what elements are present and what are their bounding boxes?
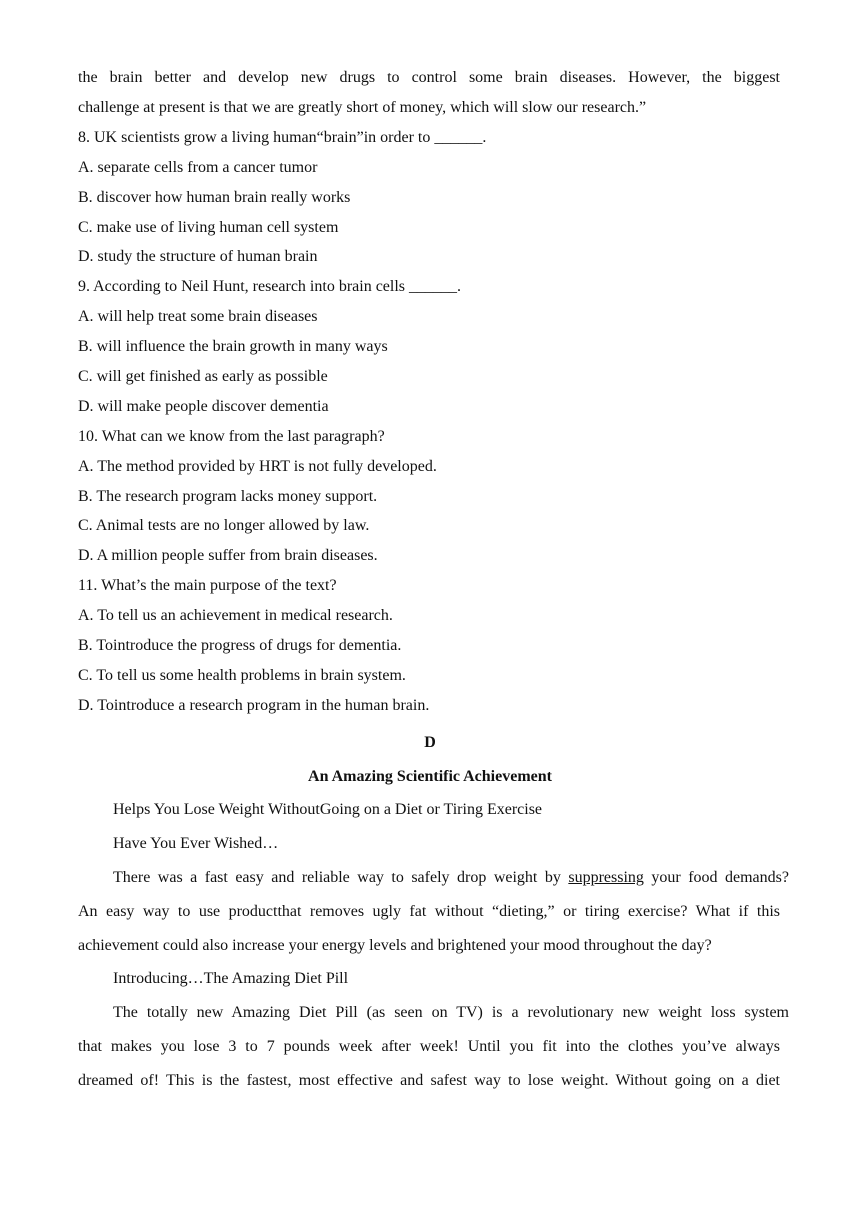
question-11-option-a: A. To tell us an achievement in medical research. <box>78 607 393 624</box>
question-11-option-b: B. Tointroduce the progress of drugs for dementia. <box>78 637 402 654</box>
question-9-option-d: D. will make people discover dementia <box>78 398 329 415</box>
question-9-option-b: B. will influence the brain growth in many ways <box>78 338 388 355</box>
question-11-option-c: C. To tell us some health problems in brain system. <box>78 667 406 684</box>
intro-line-2: challenge at present is that we are greatly short of money, which will slow our research.” <box>78 99 647 116</box>
question-8-option-b: B. discover how human brain really works <box>78 189 351 206</box>
paragraph-1-line-1 <box>113 868 789 888</box>
question-8-stem: 8. UK scientists grow a living human“brain”in order to ______. <box>78 129 487 146</box>
question-10-option-d: D. A million people suffer from brain diseases. <box>78 547 378 564</box>
section-subtitle: Helps You Lose Weight WithoutGoing on a Diet or Tiring Exercise <box>113 801 543 818</box>
paragraph-1-line-2: An easy way to use productthat removes ugly fat without “dieting,” or tiring exercise? What if this <box>78 903 780 920</box>
paragraph-2-line-2: that makes you lose 3 to 7 pounds week after week! Until you fit into the clothes you’ve always <box>78 1038 780 1055</box>
underlined-word: suppressing <box>568 869 644 886</box>
paragraph-1-text-start: There was a fast easy and reliable way to safely drop weight by <box>113 869 569 886</box>
question-8-option-d: D. study the structure of human brain <box>78 248 318 265</box>
wished-heading: Have You Ever Wished… <box>113 835 279 852</box>
question-11-option-d: D. Tointroduce a research program in the human brain. <box>78 697 430 714</box>
section-letter: D <box>424 734 436 751</box>
paragraph-2-line-3: dreamed of! This is the fastest, most effective and safest way to lose weight. Without going on a diet <box>78 1072 780 1089</box>
question-10-option-a: A. The method provided by HRT is not fully developed. <box>78 458 437 475</box>
paragraph-1-text-end: your food demands? <box>643 869 789 886</box>
intro-line-1: the brain better and develop new drugs to control some brain diseases. However, the biggest <box>78 69 780 86</box>
paragraph-2-line-1: The totally new Amazing Diet Pill (as seen on TV) is a revolutionary new weight loss system <box>113 1004 789 1021</box>
question-10-stem: 10. What can we know from the last paragraph? <box>78 428 385 445</box>
question-9-option-a: A. will help treat some brain diseases <box>78 308 318 325</box>
question-9-option-c: C. will get finished as early as possible <box>78 368 328 385</box>
section-title: An Amazing Scientific Achievement <box>308 768 552 785</box>
question-10-option-b: B. The research program lacks money support. <box>78 488 378 505</box>
paragraph-1-line-3: achievement could also increase your energy levels and brightened your mood throughout the day? <box>78 937 712 954</box>
question-9-stem: 9. According to Neil Hunt, research into brain cells ______. <box>78 278 462 295</box>
introducing-heading: Introducing…The Amazing Diet Pill <box>113 970 349 987</box>
question-8-option-c: C. make use of living human cell system <box>78 219 339 236</box>
question-11-stem: 11. What’s the main purpose of the text? <box>78 577 337 594</box>
question-10-option-c: C. Animal tests are no longer allowed by law. <box>78 517 370 534</box>
question-8-option-a: A. separate cells from a cancer tumor <box>78 159 318 176</box>
